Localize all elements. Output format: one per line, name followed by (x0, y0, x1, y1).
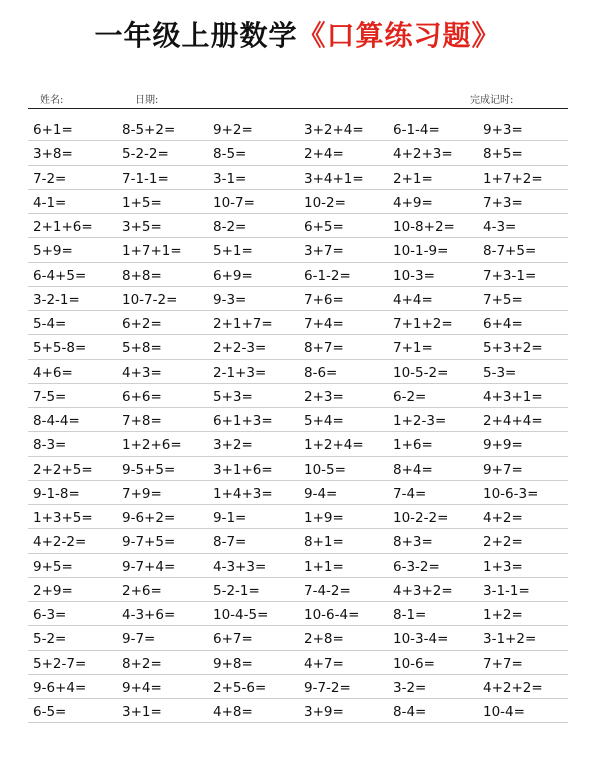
problem-item: 3-1= (213, 170, 247, 187)
problem-item: 8-2= (213, 219, 247, 235)
problem-item: 9+8= (213, 655, 253, 672)
problem-item: 4+7= (304, 655, 344, 672)
problem-row (28, 166, 568, 190)
problem-item: 3+4+1= (304, 170, 364, 187)
time-label: 完成记时: (470, 95, 514, 106)
problem-item: 7+9= (122, 485, 162, 502)
problem-item: 8+5= (483, 146, 523, 163)
problem-item: 1+6= (393, 437, 433, 454)
problem-item: 3+9= (304, 704, 344, 720)
problem-item: 9-7-2= (304, 679, 351, 696)
problem-item: 7+3-1= (483, 267, 537, 284)
problem-item: 3+2+4= (304, 122, 364, 138)
problem-item: 1+4+3= (213, 485, 273, 502)
problem-item: 10-6= (393, 655, 435, 672)
problem-item: 5-2-1= (213, 582, 260, 599)
problem-item: 2+6= (122, 582, 162, 599)
problem-item: 8+8= (122, 267, 162, 284)
problem-item: 7+6= (304, 291, 344, 308)
problem-item: 9+9= (483, 437, 523, 454)
problem-item: 4+2= (483, 510, 523, 526)
problem-item: 10-3= (393, 267, 435, 284)
problem-item: 8+3= (393, 534, 433, 551)
problem-row (28, 214, 568, 238)
problem-item: 5-2= (33, 631, 67, 648)
problem-item: 3+2= (213, 437, 253, 454)
problem-item: 5+4= (304, 413, 344, 429)
problem-item: 8+7= (304, 340, 344, 357)
problem-item: 2+2-3= (213, 340, 267, 357)
problem-item: 9-1= (213, 510, 247, 526)
problem-item: 10-2-2= (393, 510, 449, 526)
problem-item: 9-1-8= (33, 485, 80, 502)
problem-row (28, 675, 568, 699)
problem-item: 4-3= (483, 219, 517, 235)
problem-item: 9-6+2= (122, 510, 176, 526)
problem-row (28, 457, 568, 481)
problem-item: 1+7+2= (483, 170, 543, 187)
problem-item: 4-3+3= (213, 558, 267, 575)
problem-item: 1+2-3= (393, 413, 447, 429)
problem-row (28, 699, 568, 723)
name-label: 姓名: (40, 95, 64, 106)
problem-item: 9+3= (483, 122, 523, 138)
problem-item: 8-4= (393, 704, 427, 720)
problem-row (28, 360, 568, 384)
problem-item: 5+1= (213, 243, 253, 260)
problem-item: 9-7+4= (122, 558, 176, 575)
problem-item: 7+1+2= (393, 316, 453, 332)
problem-item: 4+2+3= (393, 146, 453, 163)
problem-row (28, 311, 568, 335)
problem-row (28, 481, 568, 505)
worksheet-title (0, 18, 595, 54)
problem-item: 4+8= (213, 704, 253, 720)
problem-item: 7-1-1= (122, 170, 169, 187)
problem-item: 7+1= (393, 340, 433, 357)
problem-item: 7+5= (483, 291, 523, 308)
problem-item: 3-1-1= (483, 582, 530, 599)
problem-row (28, 578, 568, 602)
problem-item: 3+8= (33, 146, 73, 163)
problem-row (28, 190, 568, 214)
problem-item: 5+3= (213, 388, 253, 405)
problem-item: 8+2= (122, 655, 162, 672)
problem-item: 8-7= (213, 534, 247, 551)
problem-item: 6+1= (33, 122, 73, 138)
problem-item: 9+2= (213, 122, 253, 138)
problem-row (28, 141, 568, 165)
problem-item: 4-1= (33, 194, 67, 211)
problem-item: 1+7+1= (122, 243, 182, 260)
problem-item: 1+3+5= (33, 510, 93, 526)
problem-item: 2+4+4= (483, 413, 543, 429)
problem-row (28, 432, 568, 456)
problem-item: 3+1+6= (213, 461, 273, 478)
problem-item: 3+5= (122, 219, 162, 235)
problem-item: 2+1+7= (213, 316, 273, 332)
problem-item: 8-1= (393, 607, 427, 623)
problem-item: 4+9= (393, 194, 433, 211)
problem-item: 9+4= (122, 679, 162, 696)
problem-item: 7-4-2= (304, 582, 351, 599)
problem-item: 9+7= (483, 461, 523, 478)
problem-item: 2+5-6= (213, 679, 267, 696)
problem-row (28, 554, 568, 578)
problem-row (28, 626, 568, 650)
problem-item: 10-5-2= (393, 364, 449, 381)
problem-item: 2+4= (304, 146, 344, 163)
problem-item: 3+7= (304, 243, 344, 260)
problem-item: 4+3+1= (483, 388, 543, 405)
problem-item: 8-5= (213, 146, 247, 163)
problem-item: 5+8= (122, 340, 162, 357)
problem-row (28, 408, 568, 432)
problem-row (28, 238, 568, 262)
problem-item: 8+4= (393, 461, 433, 478)
problem-item: 10-1-9= (393, 243, 449, 260)
problem-item: 1+9= (304, 510, 344, 526)
problem-item: 9-6+4= (33, 679, 87, 696)
problem-item: 6+7= (213, 631, 253, 648)
problem-row (28, 287, 568, 311)
problem-item: 2+2+5= (33, 461, 93, 478)
problem-item: 6-1-2= (304, 267, 351, 284)
problem-item: 10-3-4= (393, 631, 449, 648)
problem-item: 6+2= (122, 316, 162, 332)
problem-item: 5-4= (33, 316, 67, 332)
problem-item: 8-3= (33, 437, 67, 454)
problem-item: 2-1+3= (213, 364, 267, 381)
title-subtitle: 《口算练习题》 (297, 19, 501, 52)
problem-item: 7+4= (304, 316, 344, 332)
problem-item: 2+9= (33, 582, 73, 599)
problem-item: 3-2= (393, 679, 427, 696)
problem-item: 4+3+2= (393, 582, 453, 599)
title-main: 一年级上册数学 (94, 19, 298, 52)
date-label: 日期: (135, 95, 159, 106)
problem-item: 7+7= (483, 655, 523, 672)
problem-item: 6+9= (213, 267, 253, 284)
problem-item: 8-5+2= (122, 122, 176, 138)
problem-row (28, 529, 568, 553)
problem-item: 1+5= (122, 194, 162, 211)
problem-item: 2+8= (304, 631, 344, 648)
header-divider (28, 108, 568, 109)
problem-item: 5+3+2= (483, 340, 543, 357)
problem-item: 5+9= (33, 243, 73, 260)
problem-item: 7+3= (483, 194, 523, 211)
problem-item: 1+2= (483, 607, 523, 623)
problem-item: 10-6-3= (483, 485, 539, 502)
problem-item: 5+2-7= (33, 655, 87, 672)
problem-item: 9+5= (33, 558, 73, 575)
problem-item: 10-7-2= (122, 291, 178, 308)
problem-item: 3-1+2= (483, 631, 537, 648)
problem-item: 1+2+4= (304, 437, 364, 454)
problem-item: 1+3= (483, 558, 523, 575)
problem-item: 8+1= (304, 534, 344, 551)
problem-row (28, 263, 568, 287)
problem-item: 9-5+5= (122, 461, 176, 478)
problem-item: 7-5= (33, 388, 67, 405)
problem-item: 3+1= (122, 704, 162, 720)
problem-item: 10-4= (483, 704, 525, 720)
problem-item: 10-8+2= (393, 219, 455, 235)
problem-item: 2+1= (393, 170, 433, 187)
problem-item: 9-7= (122, 631, 156, 648)
problem-row (28, 505, 568, 529)
problem-item: 2+3= (304, 388, 344, 405)
problem-row (28, 117, 568, 141)
problem-item: 5-3= (483, 364, 517, 381)
problem-item: 4+2+2= (483, 679, 543, 696)
problem-item: 2+1+6= (33, 219, 93, 235)
problem-item: 6-5= (33, 704, 67, 720)
problem-item: 1+1= (304, 558, 344, 575)
problem-item: 1+2+6= (122, 437, 182, 454)
problem-item: 9-4= (304, 485, 338, 502)
problem-item: 4+3= (122, 364, 162, 381)
problem-grid (28, 117, 568, 723)
problem-item: 3-2-1= (33, 291, 80, 308)
problem-item: 5-2-2= (122, 146, 169, 163)
problem-item: 6+5= (304, 219, 344, 235)
problem-item: 10-5= (304, 461, 346, 478)
problem-row (28, 651, 568, 675)
problem-item: 7-4= (393, 485, 427, 502)
problem-item: 6+1+3= (213, 413, 273, 429)
problem-item: 4+4= (393, 291, 433, 308)
problem-item: 7-2= (33, 170, 67, 187)
problem-item: 5+5-8= (33, 340, 87, 357)
problem-item: 10-4-5= (213, 607, 269, 623)
problem-item: 2+2= (483, 534, 523, 551)
problem-item: 8-4-4= (33, 413, 80, 429)
problem-item: 8-7+5= (483, 243, 537, 260)
problem-row (28, 335, 568, 359)
problem-item: 4+2-2= (33, 534, 87, 551)
problem-item: 6-4+5= (33, 267, 87, 284)
problem-item: 6-3= (33, 607, 67, 623)
problem-item: 4+6= (33, 364, 73, 381)
problem-item: 6+4= (483, 316, 523, 332)
problem-row (28, 602, 568, 626)
problem-item: 8-6= (304, 364, 338, 381)
problem-item: 7+8= (122, 413, 162, 429)
problem-row (28, 384, 568, 408)
problem-item: 9-7+5= (122, 534, 176, 551)
problem-item: 9-3= (213, 291, 247, 308)
problem-item: 10-2= (304, 194, 346, 211)
problem-item: 4-3+6= (122, 607, 176, 623)
problem-item: 6-2= (393, 388, 427, 405)
problem-item: 6+6= (122, 388, 162, 405)
problem-item: 6-1-4= (393, 122, 440, 138)
problem-item: 10-7= (213, 194, 255, 211)
problem-item: 6-3-2= (393, 558, 440, 575)
problem-item: 10-6-4= (304, 607, 360, 623)
